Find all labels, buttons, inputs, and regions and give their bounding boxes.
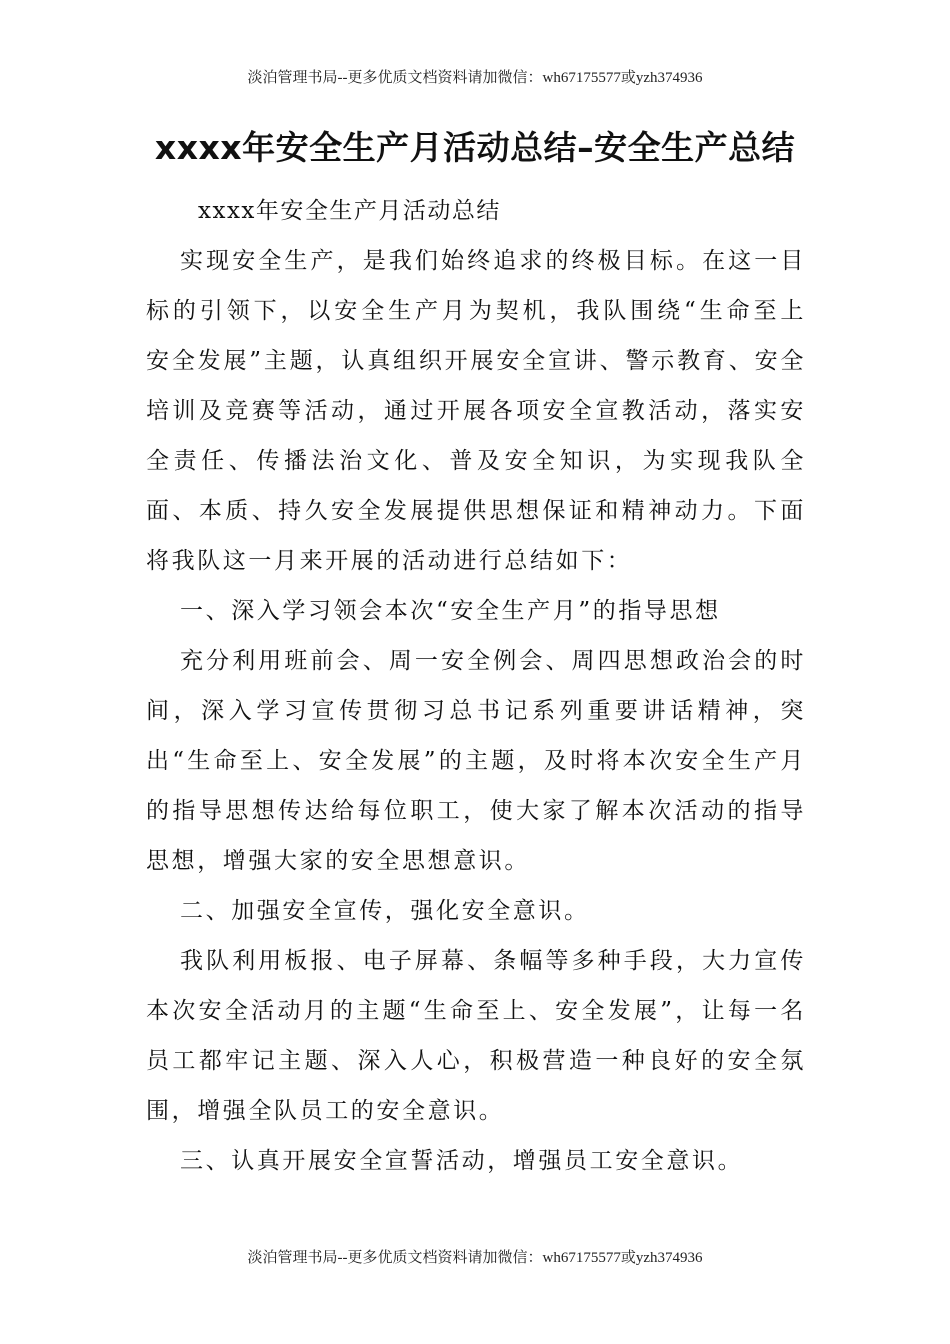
section-heading-2: 二、加强安全宣传，强化安全意识。	[180, 898, 590, 924]
page-footer: 淡泊管理书局--更多优质文档资料请加微信：wh67175577或yzh374936	[247, 1250, 703, 1266]
document-body	[146, 186, 806, 1186]
section-heading-3: 三、认真开展安全宣誓活动，增强员工安全意识。	[180, 1148, 744, 1174]
paragraph-intro: 实现安全生产，是我们始终追求的终极目标。在这一目标的引领下，以安全生产月为契机，我队围绕“生命至上 安全发展”主题，认真组织开展安全宣讲、警示教育、安全培训及竞赛等活动，通过开展各项安全宣教活动，落实安全责任、传播法治文化、普及安全知识，为实现我队全面、本质、持久安全发展提供思想保证和精神动力。下面将我队这一月来开展的活动进行总结如下：	[146, 248, 806, 574]
paragraph-section-1: 充分利用班前会、周一安全例会、周四思想政治会的时间，深入学习宣传贯彻习总书记系列重要讲话精神，突出“生命至上、安全发展”的主题，及时将本次安全生产月的指导思想传达给每位职工，使大家了解本次活动的指导思想，增强大家的安全思想意识。	[146, 648, 806, 874]
section-heading-1: 一、深入学习领会本次“安全生产月”的指导思想	[180, 598, 721, 624]
page-header: 淡泊管理书局--更多优质文档资料请加微信：wh67175577或yzh374936	[247, 70, 703, 86]
document-title: xxxx年安全生产月活动总结–安全生产总结	[154, 128, 796, 167]
document-subtitle: xxxx年安全生产月活动总结	[198, 198, 501, 224]
paragraph-section-2: 我队利用板报、电子屏幕、条幅等多种手段，大力宣传本次安全活动月的主题“生命至上、安全发展”，让每一名员工都牢记主题、深入人心，积极营造一种良好的安全氛围，增强全队员工的安全意识。	[146, 948, 806, 1124]
